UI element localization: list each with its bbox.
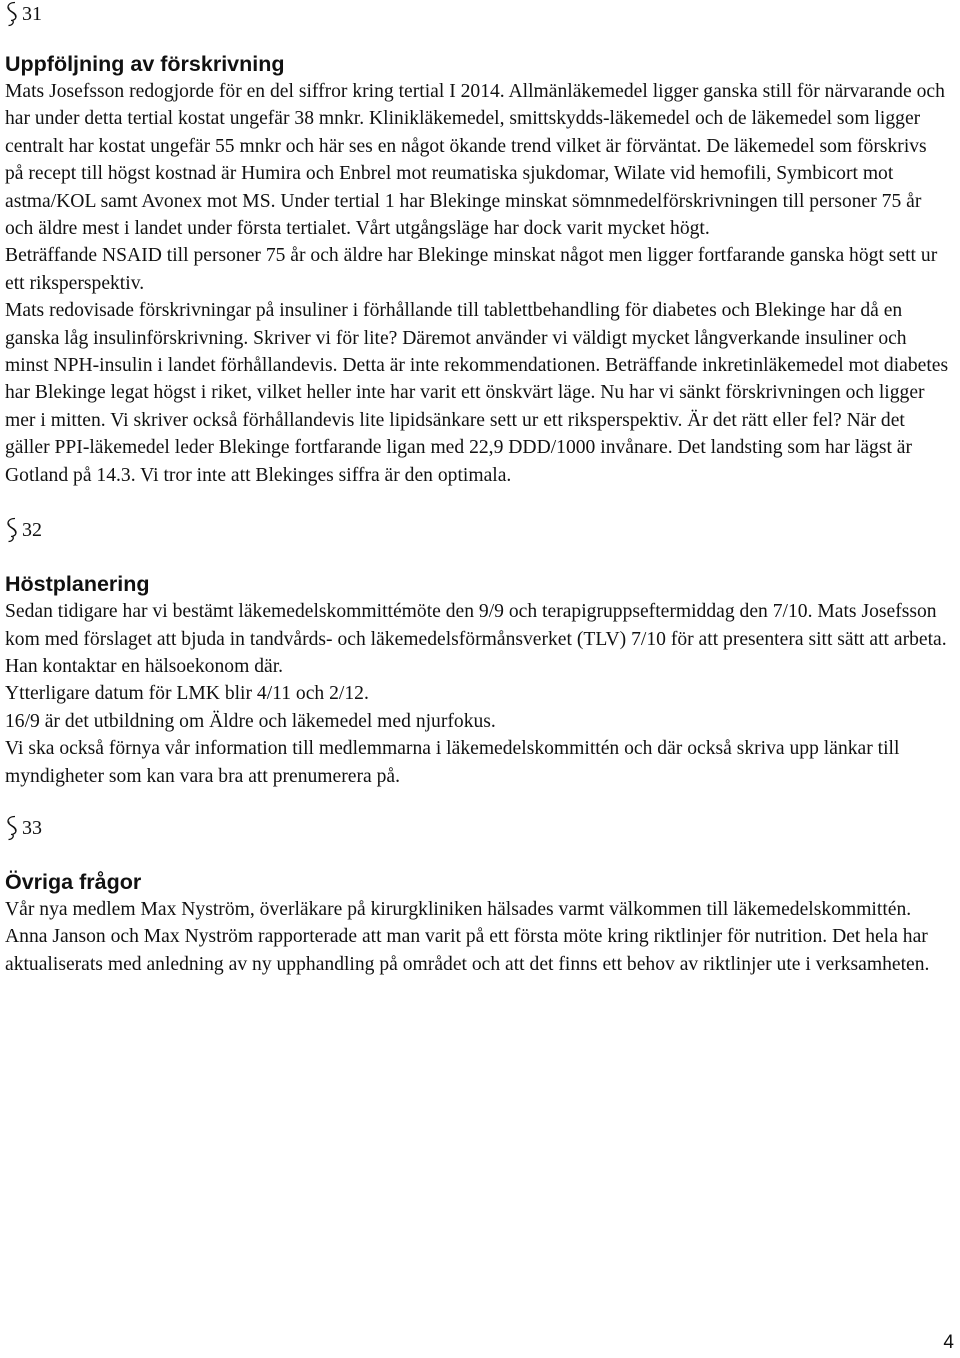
paragraph: Sedan tidigare har vi bestämt läkemedelskommittémöte den 9/9 och terapigruppseftermiddag den 7/10. Mats Josefsson kom med förslaget att bjuda in tandvårds- och läkemedelsförmånsverket (TLV) 7/10 för att presentera sitt sätt att arbeta. Han kontaktar en hälsoekonom där.: [5, 601, 947, 677]
section-marker: [5, 814, 950, 842]
section-33: [5, 814, 950, 978]
paragraph: 16/9 är det utbildning om Äldre och läkemedel med njurfokus.: [5, 710, 496, 732]
paragraph: Mats Josefsson redogjorde för en del siffror kring tertial I 2014. Allmänläkemedel ligger ganska still för närvarande och har under detta tertial kostat ungefär 38 mnkr. Klinikläkemedel, smittskydds-läkemedel och de läkemedel som ligger centralt har kostat ungefär 55 mnkr och här ses en något ökande trend vilket är förväntat. De läkemedel som förskrivs på recept till högst kostnad är Humira och Enbrel mot reumatiska sjukdomar, Wilate vid hemofili, Symbicort mot astma/KOL samt Avonex mot MS. Under tertial 1 har Blekinge minskat sömnmedelförskrivningen till personer 75 år och äldre mest i landet under första tertialet. Vårt utgångsläge har dock varit mycket högt.: [5, 81, 945, 240]
paragraph: Beträffande NSAID till personer 75 år och äldre har Blekinge minskat något men ligger fortfarande ganska högt sett ur ett riksperspektiv.: [5, 245, 938, 294]
section-heading: Uppföljning av förskrivning: [5, 52, 285, 76]
section-marker: [5, 516, 950, 544]
section-heading: Höstplanering: [5, 572, 150, 597]
section-marker: [5, 0, 950, 28]
section-32: [5, 516, 950, 790]
section-31: [5, 0, 950, 489]
page-number: 4: [943, 1332, 954, 1353]
section-number: 33: [22, 816, 42, 839]
paragraph: Vår nya medlem Max Nyström, överläkare på kirurgkliniken hälsades varmt välkommen till läkemedelskommittén.: [5, 898, 912, 920]
paragraph: Ytterligare datum för LMK blir 4/11 och 2/12.: [5, 683, 369, 705]
document-page: [5, 0, 950, 978]
section-number: 32: [22, 519, 42, 542]
paragraph: Anna Janson och Max Nyström rapporterade att man varit på ett första möte kring riktlinjer för nutrition. Det hela har aktualiserats med anledning av ny upphandling på området och att det finns ett behov av riktlinjer ute i verksamheten.: [5, 926, 930, 975]
paragraph: Mats redovisade förskrivningar på insuliner i förhållande till tablettbehandling för diabetes och Blekinge har då en ganska låg insulinförskrivning. Skriver vi för lite? Däremot använder vi väldigt mycket långverkande insuliner och minst NPH-insulin i landet förhållandevis. Detta är inte rekommendationen. Beträffande inkretinläkemedel mot diabetes har Blekinge legat högst i riket, vilket heller inte har varit ett önskvärt läge. Nu har vi sänkt förskrivningen och ligger mer i mitten. Vi skriver också förhållandevis lite lipidsänkare sett ur ett riksperspektiv. Är det rätt eller fel? När det gäller PPI-läkemedel leder Blekinge fortfarande ligan med 22,9 DDD/1000 invånare. Det landsting som har lägst är Gotland på 14.3. Vi tror inte att Blekinges siffra är den optimala.: [5, 300, 949, 486]
section-heading: Övriga frågor: [5, 869, 142, 894]
paragraph-sign-icon: [5, 815, 19, 841]
paragraph-sign-icon: [5, 517, 19, 543]
section-number: 31: [22, 3, 42, 25]
paragraph-sign-icon: [5, 1, 19, 27]
paragraph: Vi ska också förnya vår information till medlemmarna i läkemedelskommittén och där också skriva upp länkar till myndigheter som kan vara bra att prenumerera på.: [5, 738, 900, 787]
